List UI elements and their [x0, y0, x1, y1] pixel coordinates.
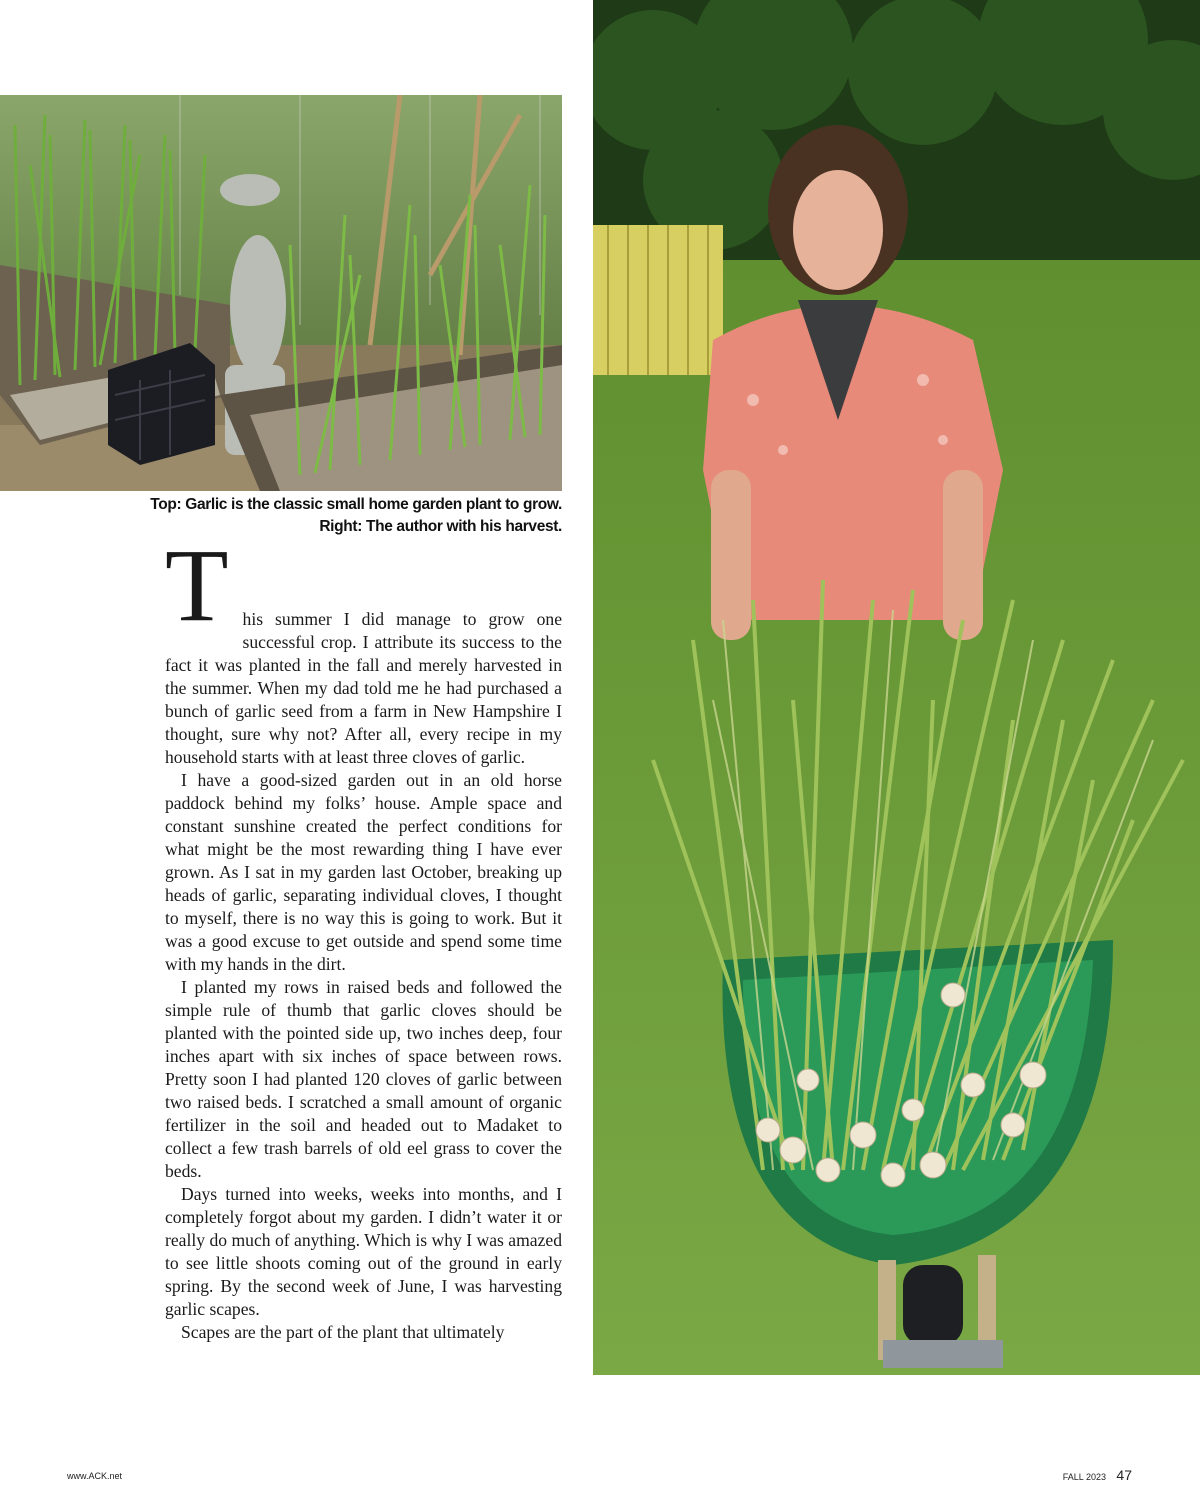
caption-line-right: Right: The author with his harvest. [319, 518, 562, 535]
caption-line-top: Top: Garlic is the classic small home garden plant to grow. [150, 496, 562, 513]
article-paragraph: I have a good-sized garden out in an old horse paddock behind my folks’ house. Ample space and constant sunshine created the perfect conditions for what might be the most rewarding thing I have ever grown. As I sat in my garden last October, breaking up heads of garlic, separating individual cloves, I thought to myself, there is no way this is going to work. But it was a good excuse to get outside and spend some time with my hands in the dirt. [165, 770, 562, 974]
article-paragraph: Days turned into weeks, weeks into months, and I completely forgot about my garden. I didn’t water it or really do much of anything. Which is why I was amazed to see little shoots coming out of the ground in early spring. By the second week of June, I was harvesting garlic scapes. [165, 1184, 562, 1319]
article-body [165, 528, 562, 1344]
footer-website: www.ACK.net [67, 1471, 123, 1481]
article-paragraph: I planted my rows in raised beds and followed the simple rule of thumb that garlic cloves should be planted with the pointed side up, two inches deep, four inches apart with six inches of space between rows. Pretty soon I had planted 120 cloves of garlic between two raised beds. I scratched a small amount of organic fertilizer in the soil and headed out to Madaket to collect a few trash barrels of old eel grass to cover the beds. [165, 977, 562, 1181]
drop-cap: T [165, 528, 229, 643]
issue-label: FALL 2023 [1062, 1472, 1106, 1482]
article-paragraph: Scapes are the part of the plant that ultimately [181, 1322, 505, 1342]
garden-photo [0, 95, 562, 491]
page-number: 47 [1116, 1467, 1132, 1483]
folio [1063, 1467, 1132, 1485]
paragraph-text: his summer I did manage to grow one successful crop. I attribute its success to the fact it was planted in the fall and merely harvested in the summer. When my dad told me he had purchased a bunch of garlic seed from a farm in New Hampshire I thought, sure why not? After all, every recipe in my household starts with at least three cloves of garlic. [165, 609, 562, 767]
article-paragraph [165, 528, 562, 769]
author-harvest-photo [593, 0, 1200, 1375]
